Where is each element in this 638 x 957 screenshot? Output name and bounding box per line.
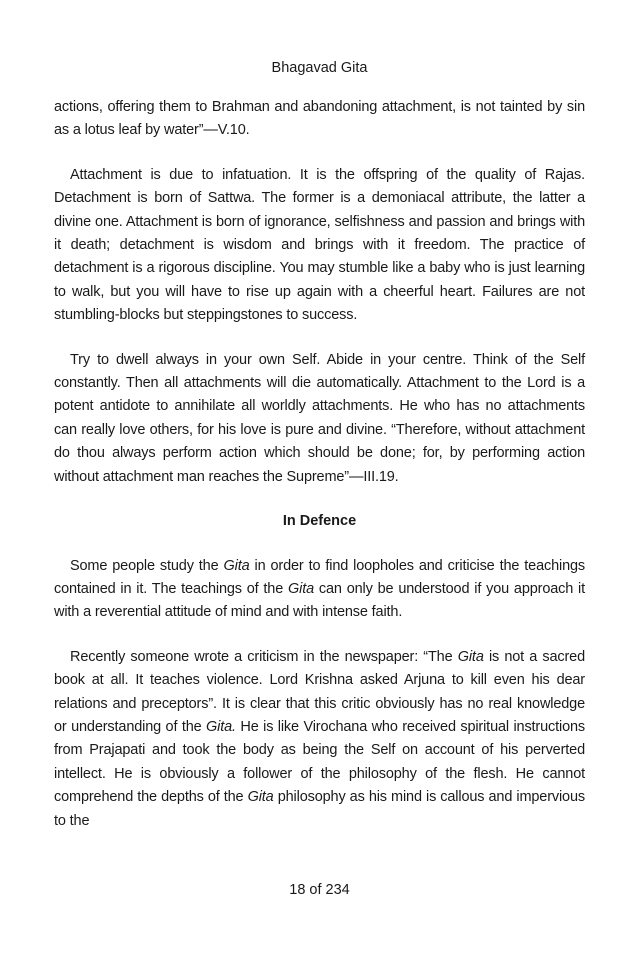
text-run: Try to dwell always in your own Self. Abide in your centre. Think of the Self constantly. Then all attachments will die automatically. Attachment to the Lord is a potent antidote to annihilate all worldly attachments. He who has no attachments can really love others, for his love is pure and divine. “Therefore, without attachment do thou always perform action which should be done; for, by performing action without attachment man reaches the Supreme”—III.19. — [54, 351, 585, 485]
paragraph-2 — [54, 164, 585, 328]
italic-title-run: Gita — [288, 580, 315, 597]
paragraph-5 — [54, 646, 585, 833]
text-run: Recently someone wrote a criticism in the newspaper: “The — [70, 648, 458, 665]
running-header: Bhagavad Gita — [271, 60, 368, 76]
paragraph-4 — [54, 555, 585, 625]
text-run: He is like Virochana who received spiritual instructions from Prajapati and took the body as being the Self on account of his perverted intellect. He is obviously a follower of the philosophy of the flesh. He cannot comprehend the depths of the — [54, 718, 585, 806]
italic-title-run: Gita — [457, 648, 484, 665]
text-run: can only be understood if you approach it with a reverential attitude of mind and with intense faith. — [54, 580, 585, 621]
text-run: in order to find loopholes and criticise the teachings contained in it. The teachings of the — [54, 557, 585, 597]
italic-title-run: Gita. — [206, 718, 236, 735]
italic-title-run: Gita — [223, 557, 250, 574]
paragraph-3 — [54, 349, 585, 489]
text-run: philosophy as his mind is callous and impervious to the — [54, 789, 585, 829]
section-heading: In Defence — [282, 513, 357, 530]
text-run: Some people study the — [70, 557, 224, 574]
text-run: is not a sacred book at all. It teaches violence. Lord Krishna asked Arjuna to kill even his dear relations and preceptors”. It is clear that this critic obviously has no real knowledge or understanding of the — [54, 648, 585, 735]
text-run: Attachment is due to infatuation. It is the offspring of the quality of Rajas. Detachment is born of Sattwa. The former is a demoniacal attribute, the latter a divine one. Attachment is born of ignorance, selfishness and passion and brings with it death; detachment is wisdom and brings with it freedom. The practice of detachment is a rigorous discipline. You may stumble like a baby who is just learning to walk, but you will have to rise up again with a cheerful heart. Failures are not stumbling-blocks but steppingstones to success. — [54, 166, 585, 324]
body-text — [54, 96, 585, 833]
page-number: 18 of 234 — [289, 882, 350, 898]
document-page — [54, 0, 585, 957]
italic-title-run: Gita — [247, 789, 274, 806]
text-run: actions, offering them to Brahman and abandoning attachment, is not tainted by sin as a lotus leaf by water”—V.10. — [54, 99, 585, 139]
paragraph-1 — [54, 96, 585, 143]
